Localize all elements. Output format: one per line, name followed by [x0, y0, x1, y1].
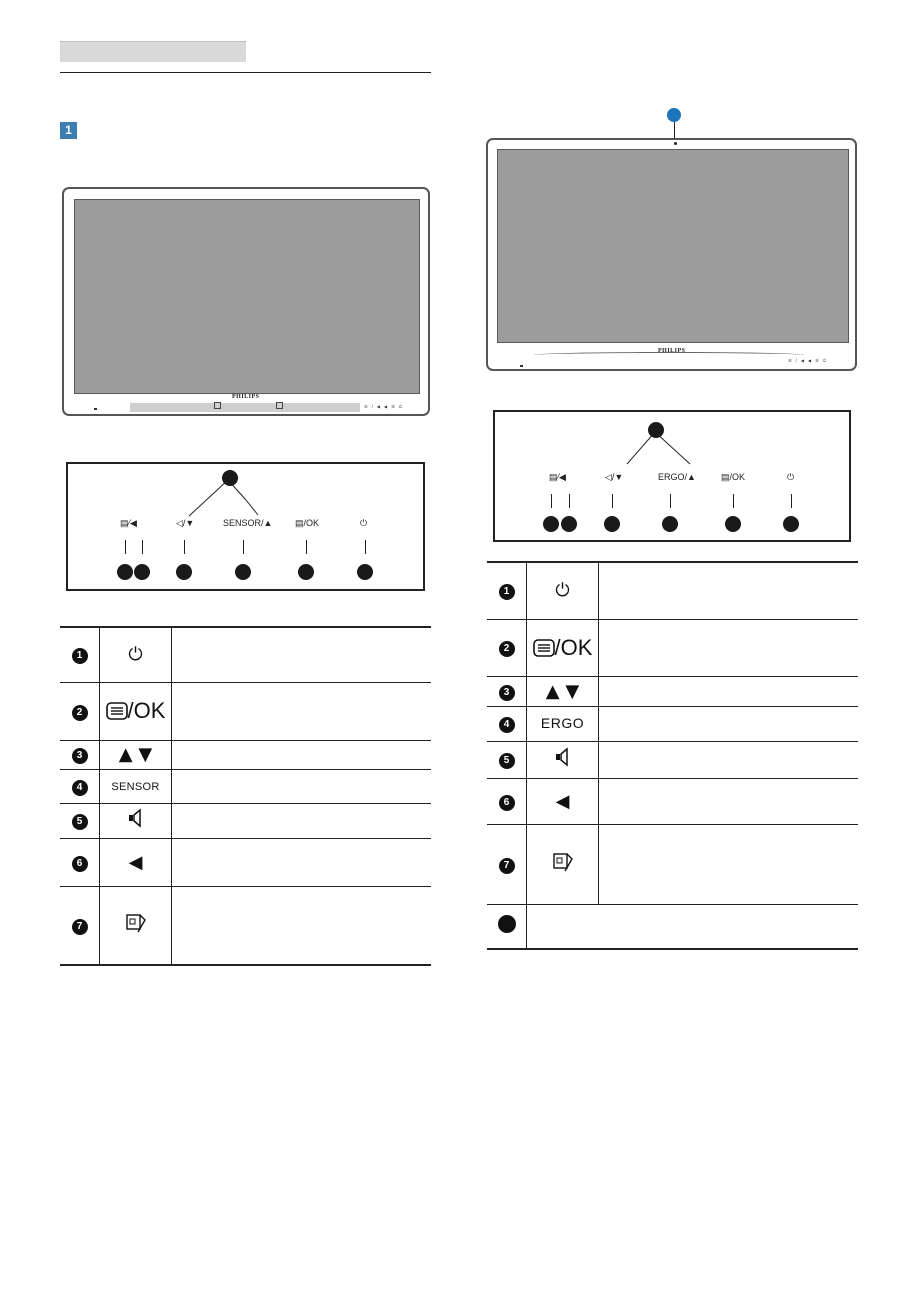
right-key-label-volume-down: ◁/▼ [605, 472, 624, 482]
menu-icon [533, 639, 555, 657]
right-monitor-camera [674, 142, 677, 145]
step-badge: 1 [60, 122, 77, 139]
left-key-tick-7 [125, 540, 126, 554]
left-function-table [60, 626, 431, 966]
row-number: 4 [72, 780, 88, 796]
row-number: 1 [72, 648, 88, 664]
menu-ok-icon: /OK [554, 634, 593, 660]
front-key-5: ⏻ [822, 358, 830, 363]
right-key-callout-6 [561, 516, 577, 532]
left-monitor-button-1[interactable] [214, 402, 221, 409]
right-key-callout-2 [725, 516, 741, 532]
section-header-tab [60, 41, 246, 62]
row-number: 6 [499, 795, 515, 811]
header-rule [60, 72, 431, 73]
row-number: 3 [499, 685, 515, 701]
description-cell [599, 619, 859, 676]
right-key-tick-5 [612, 494, 613, 508]
left-key-callout-4 [235, 564, 251, 580]
left-key-tick-2 [306, 540, 307, 554]
table-row [60, 627, 100, 682]
power-icon: ⏻ [555, 580, 570, 602]
right-monitor [486, 138, 857, 371]
right-key-label-ergo-up: ERGO/▲ [658, 472, 696, 482]
front-key-2: ◀ [808, 358, 816, 363]
right-key-tick-6 [569, 494, 570, 508]
row-number: 7 [72, 919, 88, 935]
power-icon: ⏻ [128, 644, 143, 666]
right-key-tick-4 [670, 494, 671, 508]
row-number: 1 [499, 584, 515, 600]
up-down-arrows-icon: ▲ ▼ [545, 680, 580, 702]
left-key-label-volume-down: ◁/▼ [176, 518, 195, 528]
left-key-panel [66, 462, 425, 591]
right-key-tick-7 [551, 494, 552, 508]
left-key-callout-1 [357, 564, 373, 580]
right-function-table [487, 561, 858, 950]
left-monitor-front-keys [364, 404, 406, 409]
front-key-1: ☰/◀ [364, 404, 385, 409]
right-monitor-brand: PHILIPS [658, 348, 686, 354]
right-key-callout-8 [648, 422, 664, 438]
left-key-callout-8 [222, 470, 238, 486]
left-monitor-bezel-bar [130, 403, 360, 412]
row-number: 2 [499, 641, 515, 657]
up-down-arrows-icon: ▲ ▼ [118, 744, 153, 765]
description-cell [599, 676, 859, 706]
left-monitor-brand: PHILIPS [232, 394, 260, 400]
right-key-label-power: ⏻ [787, 472, 795, 482]
description-cell [172, 803, 432, 838]
left-key-tick-4 [243, 540, 244, 554]
left-monitor-button-2[interactable] [276, 402, 283, 409]
left-key-label-smartimage-back: ▤⁄◀ [120, 518, 137, 528]
right-monitor-front-keys [788, 358, 830, 363]
right-key-callout-7 [543, 516, 559, 532]
description-cell-wide [527, 904, 859, 949]
speaker-icon [126, 808, 146, 828]
description-cell [172, 682, 432, 740]
right-monitor-power-led [520, 365, 523, 367]
left-monitor-power-led [94, 408, 97, 410]
camera-callout-dot [667, 108, 681, 122]
front-key-3: ☰ [391, 404, 399, 409]
right-key-label-smartimage-back: ▤⁄◀ [549, 472, 566, 482]
description-cell [172, 627, 432, 682]
description-cell [172, 838, 432, 886]
right-key-callout-5 [604, 516, 620, 532]
left-key-label-sensor-up: SENSOR/▲ [223, 518, 273, 528]
ergo-icon: ERGO [540, 714, 585, 731]
smartimage-icon [551, 851, 575, 873]
left-monitor [62, 187, 430, 416]
left-key-label-menu-ok: ▤/OK [295, 518, 320, 528]
speaker-icon [553, 747, 573, 767]
smartimage-icon [124, 912, 148, 934]
left-key-label-power: ⏻ [360, 518, 368, 528]
front-key-5: ⏻ [398, 404, 406, 409]
left-key-callout-7 [117, 564, 133, 580]
description-cell [599, 824, 859, 904]
row-number-blank [498, 915, 516, 933]
left-key-callout-6 [134, 564, 150, 580]
right-monitor-screen [497, 149, 849, 343]
right-key-callout-4 [662, 516, 678, 532]
right-key-tick-1 [791, 494, 792, 508]
front-key-3: ☰ [815, 358, 823, 363]
right-key-callout-1 [783, 516, 799, 532]
front-key-1: ☰/◀ [788, 358, 809, 363]
row-number: 2 [72, 705, 88, 721]
row-number: 3 [72, 748, 88, 764]
sensor-icon: SENSOR [111, 781, 160, 793]
right-key-panel [493, 410, 851, 542]
right-key-tick-2 [733, 494, 734, 508]
description-cell [599, 562, 859, 619]
left-key-tick-1 [365, 540, 366, 554]
description-cell [172, 740, 432, 769]
row-number: 4 [499, 717, 515, 733]
row-number: 6 [72, 856, 88, 872]
description-cell [599, 778, 859, 824]
description-cell [599, 741, 859, 778]
right-key-label-menu-ok: ▤/OK [721, 472, 746, 482]
menu-icon [106, 702, 128, 720]
back-arrow-icon: ◀ [128, 851, 143, 873]
description-cell [172, 886, 432, 965]
back-arrow-icon: ◀ [555, 790, 570, 812]
row-number: 5 [499, 753, 515, 769]
left-key-tick-6 [142, 540, 143, 554]
row-number: 5 [72, 814, 88, 830]
left-key-callout-2 [298, 564, 314, 580]
front-key-2: ◀ [384, 404, 392, 409]
left-key-tick-5 [184, 540, 185, 554]
row-number: 7 [499, 858, 515, 874]
left-monitor-screen [74, 199, 420, 394]
left-key-callout-5 [176, 564, 192, 580]
menu-ok-icon: /OK [127, 698, 166, 723]
description-cell [172, 769, 432, 803]
description-cell [599, 706, 859, 741]
